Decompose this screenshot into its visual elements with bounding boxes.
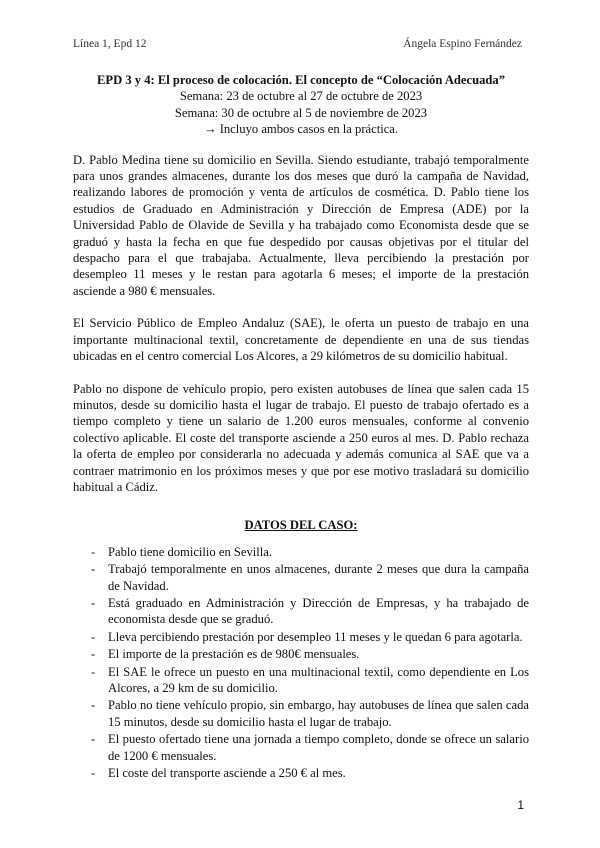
list-item-text: El SAE le ofrece un puesto en una multinacional textil, como dependiente en Los Alcores, a 29 km de su domicilio. [108,664,529,695]
bullet-marker: - [91,595,96,610]
list-item-text: El puesto ofertado tiene una jornada a tiempo completo, donde se ofrece un salario de 1200 € mensuales. [108,732,529,763]
bullet-marker: - [91,544,96,559]
page-number: 1 [517,798,524,812]
list-item [73,646,529,662]
bullet-marker: - [91,766,96,781]
bullet-marker: - [91,664,96,679]
header-left: Línea 1, Epd 12 [73,38,147,50]
list-item [73,697,529,730]
list-item [73,765,529,781]
paragraph: El Servicio Público de Empleo Andaluz (SAE), le oferta un puesto de trabajo en una importante multinacional textil, concretamente de dependiente en una de sus tiendas ubicadas en el centro comercial Los Alcores, a 29 kilómetros de su domicilio habitual. [73,316,529,364]
section-title: DATOS DEL CASO: [244,518,358,533]
list-item-text: Pablo no tiene vehículo propio, sin embargo, hay autobuses de línea que salen cada 15 minutos, desde su domicilio hasta el lugar de trabajo. [108,698,529,729]
header-right: Ángela Espino Fernández [403,38,522,50]
bullet-marker: - [91,647,96,662]
list-item-text: Lleva percibiendo prestación por desempleo 11 meses y le quedan 6 para agotarla. [108,629,523,644]
paragraph: Pablo no dispone de vehículo propio, pero existen autobuses de línea que salen cada 15 minutos, desde su domicilio hasta el lugar de trabajo. El puesto de trabajo ofertado es a tiempo completo y tiene un salario de 1.200 euros mensuales, conforme al convenio colectivo aplicable. El coste del transporte asciende a 250 euros al mes. D. Pablo rechaza la oferta de empleo por considerarla no adecuada y además comunica al SAE que va a contraer matrimonio en los próximos meses y que por ese motivo trasladará su domicilio habitual a Cádiz. [73,381,529,494]
list-item-text: Pablo tiene domicilio en Sevilla. [108,544,273,559]
list-item [73,561,529,594]
list-item [73,629,529,645]
list-item [73,595,529,628]
bullet-marker: - [91,698,96,713]
week-line-1: Semana: 23 de octubre al 27 de octubre de 2023 [179,89,423,104]
facts-list [73,544,529,782]
title-block [73,72,529,138]
list-item [73,731,529,764]
list-item-text: Está graduado en Administración y Dirección de Empresas, y ha trabajado de economista desde que se graduó. [108,595,529,627]
bullet-marker: - [91,629,96,644]
bullet-marker: - [91,562,96,577]
list-item-text: El coste del transporte asciende a 250 € al mes. [108,766,346,781]
list-item-text: Trabajó temporalmente en unos almacenes, durante 2 meses que dura la campaña de Navidad. [108,562,529,593]
paragraph: D. Pablo Medina tiene su domicilio en Sevilla. Siendo estudiante, trabajó temporalmente para unos grandes almacenes, durante los dos meses que duró la campaña de Navidad, realizando labores de promoción y venta de artículos de cosmética. D. Pablo tiene los estudios de Graduado en Administración y Dirección de Empresa (ADE) por la Universidad Pablo de Olavide de Sevilla y ha trabajado como Economista desde que se graduó y hasta la fecha en que fue despedido por causas objetivas por el titular del despacho para el que trabajaba. Actualmente, lleva percibiendo la prestación por desempleo 11 meses y le restan para agotarla 6 meses; el importe de la prestación asciende a 980 € mensuales. [73,152,529,298]
list-item [73,544,529,560]
document-title: EPD 3 y 4: El proceso de colocación. El concepto de “Colocación Adecuada” [97,73,505,87]
note-line: → Incluyo ambos casos en la práctica. [203,122,399,137]
document-body [73,72,529,782]
week-line-2: Semana: 30 de octubre al 5 de noviembre de 2023 [174,105,428,120]
list-item-text: El importe de la prestación es de 980€ mensuales. [108,647,360,662]
bullet-marker: - [91,732,96,747]
list-item [73,664,529,697]
